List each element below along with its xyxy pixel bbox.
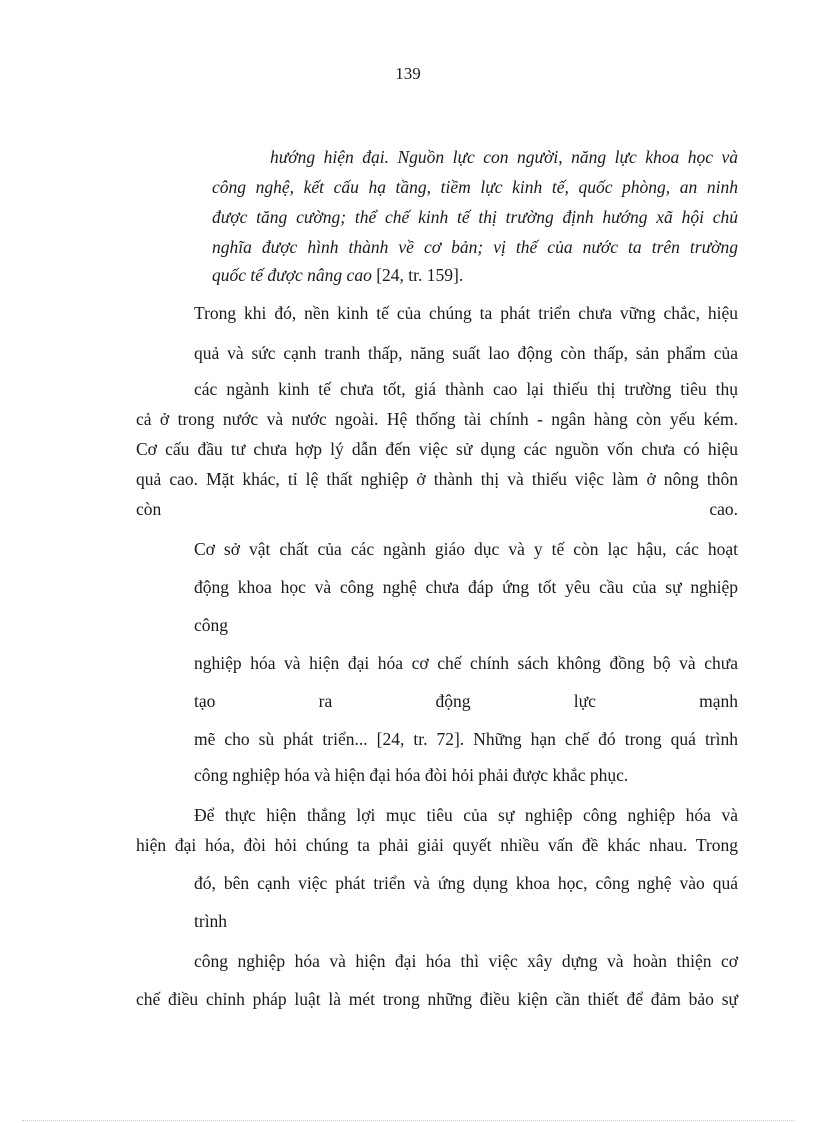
text-line: quả và sức cạnh tranh thấp, năng suất lao động còn thấp, sản phẩm của xyxy=(194,343,738,363)
text-line: trình xyxy=(194,911,228,931)
text-line: chế điều chỉnh pháp luật là mét trong những điều kiện cần thiết để đảm bảo sự xyxy=(136,989,738,1009)
text-line: cả ở trong nước và nước ngoài. Hệ thống tài chính - ngân hàng còn yếu kém. xyxy=(136,409,738,429)
text-line: tạo ra động lực mạnh xyxy=(194,691,738,711)
text-line: Trong khi đó, nền kinh tế của chúng ta phát triển chưa vững chắc, hiệu xyxy=(194,303,738,323)
quote-line: được tăng cường; thể chế kinh tế thị trường định hướng xã hội chủ xyxy=(212,207,738,227)
text-line: công xyxy=(194,615,229,635)
quote-last-line xyxy=(212,264,463,286)
text-line: nghiệp hóa và hiện đại hóa cơ chế chính sách không đồng bộ và chưa xyxy=(194,653,738,673)
text-line: quả cao. Mặt khác, tỉ lệ thất nghiệp ở thành thị và thiếu việc làm ở nông thôn xyxy=(136,469,738,489)
text-line: công nghiệp hóa và hiện đại hóa đòi hỏi phải được khắc phục. xyxy=(194,765,629,785)
page-number: 139 xyxy=(395,64,421,83)
text-line: còn cao. xyxy=(136,499,738,519)
text-line: hiện đại hóa, đòi hỏi chúng ta phải giải quyết nhiều vấn đề khác nhau. Trong xyxy=(136,835,738,855)
text-line: Cơ sở vật chất của các ngành giáo dục và y tế còn lạc hậu, các hoạt xyxy=(194,539,738,559)
text-line: động khoa học và công nghệ chưa đáp ứng tốt yêu cầu của sự nghiệp xyxy=(194,577,738,597)
text-line: công nghiệp hóa và hiện đại hóa thì việc xây dựng và hoàn thiện cơ xyxy=(194,951,738,971)
text-line: đó, bên cạnh việc phát triển và ứng dụng khoa học, công nghệ vào quá xyxy=(194,873,738,893)
text-line: Để thực hiện thắng lợi mục tiêu của sự nghiệp công nghiệp hóa và xyxy=(194,805,738,825)
quote-citation: [24, tr. 159]. xyxy=(376,265,464,285)
quote-line: nghĩa được hình thành về cơ bản; vị thế của nước ta trên trường xyxy=(212,237,738,257)
quote-line: hướng hiện đại. Nguồn lực con người, năng lực khoa học và xyxy=(270,147,738,167)
quote-last-text: quốc tế được nâng cao xyxy=(212,265,377,285)
text-line: Cơ cấu đầu tư chưa hợp lý dẫn đến việc sử dụng các nguồn vốn chưa có hiệu xyxy=(136,439,738,459)
page-bottom-divider xyxy=(22,1120,794,1121)
text-line: mẽ cho sù phát triển... [24, tr. 72]. Những hạn chế đó trong quá trình xyxy=(194,729,738,749)
text-line: các ngành kinh tế chưa tốt, giá thành cao lại thiếu thị trường tiêu thụ xyxy=(194,379,738,399)
quote-line: công nghệ, kết cấu hạ tầng, tiềm lực kinh tế, quốc phòng, an ninh xyxy=(212,177,738,197)
